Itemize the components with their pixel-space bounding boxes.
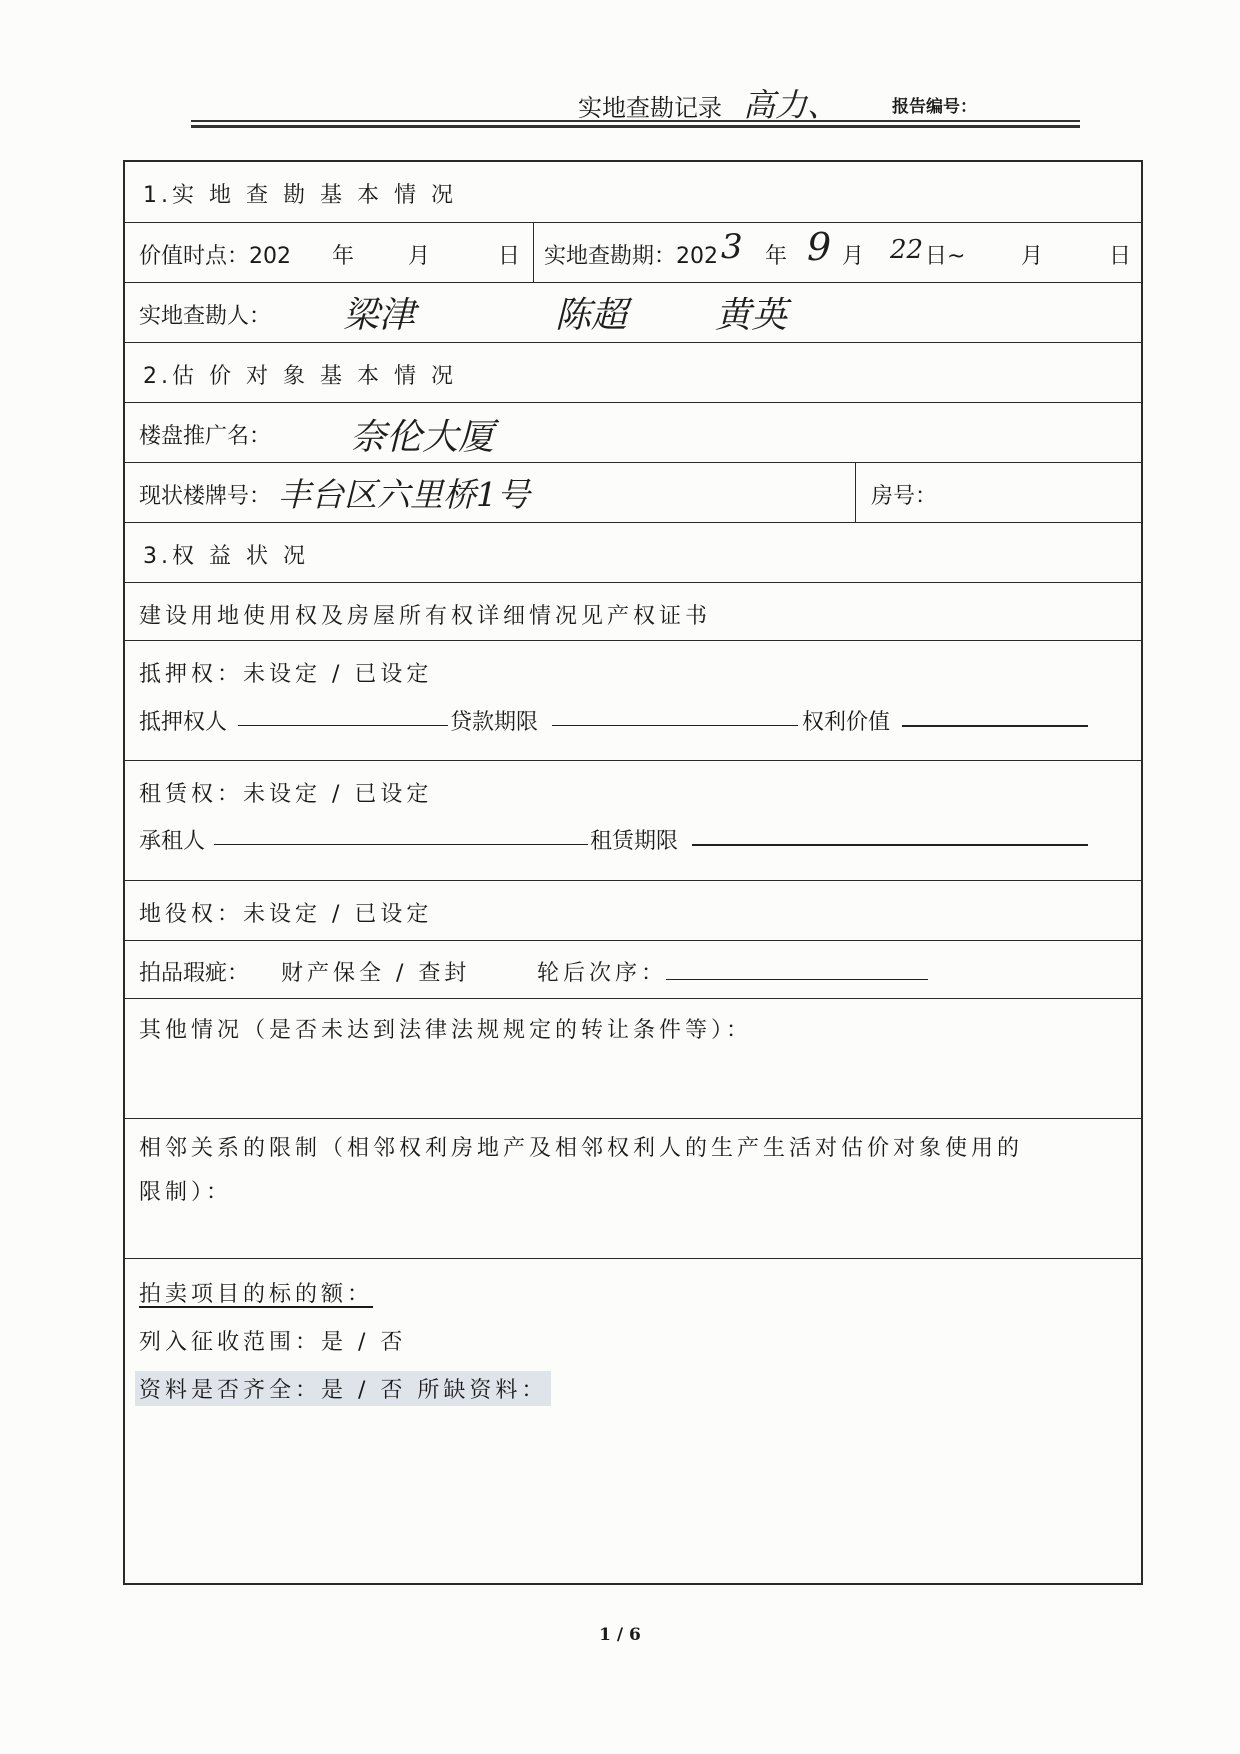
lessee-label: 承租人 — [139, 829, 206, 854]
dates-row — [125, 222, 1141, 282]
building-no-label: 现状楼牌号： — [139, 484, 272, 509]
section1-title-row — [125, 162, 1141, 222]
defects-label: 拍品瑕疵： — [139, 961, 250, 986]
expropriation-label: 列入征收范围：是 / 否 — [139, 1330, 407, 1355]
docs-complete-label: 资料是否齐全：是 / 否 所缺资料： — [135, 1371, 551, 1406]
section3-title: 3.权 益 状 况 — [143, 544, 309, 569]
document-title: 实地查勘记录 — [578, 94, 722, 122]
page-number: 1 / 6 — [599, 1625, 641, 1645]
room-divider — [855, 463, 856, 522]
neighbor-restriction-row — [125, 1118, 1141, 1258]
building-number-row — [125, 462, 1141, 522]
survey-date-label: 实地查勘期：202 — [544, 244, 718, 269]
cert-note: 建设用地使用权及房屋所有权详细情况见产权证书 — [139, 604, 712, 629]
dates-divider — [533, 223, 534, 282]
survey-month-handwritten: 9 — [807, 225, 832, 269]
defects-row — [125, 940, 1141, 998]
survey-day-handwritten: 22 — [890, 235, 924, 265]
inspector-1-signature: 梁津 — [343, 295, 416, 336]
right-value-blank — [902, 725, 1088, 727]
lease-term-label: 租赁期限 — [590, 829, 679, 854]
value-year-unit: 年 — [332, 244, 355, 269]
auction-row — [125, 1258, 1141, 1587]
value-date-label: 价值时点：202 — [139, 244, 291, 269]
auction-amount-label: 拍卖项目的标的额： — [139, 1282, 374, 1307]
section2-title-row — [125, 342, 1141, 402]
survey-day-tilde: 日~ — [925, 244, 966, 269]
inspector-2-signature: 陈超 — [555, 295, 628, 336]
lease-term-blank — [692, 844, 1088, 846]
promo-name-label: 楼盘推广名： — [139, 424, 272, 449]
room-no-label: 房号： — [871, 484, 938, 509]
section3-title-row — [125, 522, 1141, 582]
loan-term-label: 贷款期限 — [450, 710, 539, 735]
section1-title: 1.实 地 查 勘 基 本 情 况 — [143, 183, 457, 208]
rotation-blank — [666, 979, 928, 980]
mortgagee-label: 抵押权人 — [139, 710, 228, 735]
survey-end-day-unit: 日 — [1109, 244, 1132, 269]
mortgage-label: 抵押权：未设定 / 已设定 — [139, 662, 433, 687]
other-conditions-label: 其他情况（是否未达到法律法规规定的转让条件等）： — [139, 1018, 753, 1043]
survey-month-unit: 月 — [842, 244, 865, 269]
report-number-label: 报告编号： — [892, 97, 977, 117]
right-value-label: 权利价值 — [802, 710, 891, 735]
section2-title: 2.估 价 对 象 基 本 情 况 — [143, 364, 457, 389]
lessee-blank — [214, 844, 588, 845]
survey-year-unit: 年 — [765, 244, 788, 269]
lease-row — [125, 760, 1141, 880]
header-rule-thin — [191, 120, 1080, 122]
easement-row — [125, 880, 1141, 940]
page-header — [0, 80, 1240, 124]
inspectors-row — [125, 282, 1141, 342]
inspector-3-signature: 黄英 — [715, 295, 788, 336]
rotation-label: 轮后次序： — [537, 961, 668, 986]
neighbor-restriction-label: 相邻关系的限制（相邻权利房地产及相邻权利人的生产生活对估价对象使用的 — [139, 1136, 1024, 1161]
mortgage-row — [125, 640, 1141, 760]
loan-term-blank — [552, 725, 798, 726]
lease-label: 租赁权：未设定 / 已设定 — [139, 782, 433, 807]
building-no-handwritten: 丰台区六里桥1号 — [278, 475, 530, 514]
promo-name-handwritten: 奈伦大厦 — [350, 417, 495, 458]
survey-end-month-unit: 月 — [1021, 244, 1044, 269]
promo-name-row — [125, 402, 1141, 462]
header-rule-thick — [191, 125, 1080, 128]
other-conditions-row — [125, 998, 1141, 1118]
easement-label: 地役权：未设定 / 已设定 — [139, 902, 433, 927]
survey-year-handwritten: 3 — [721, 227, 743, 267]
handwritten-mark: 高力、 — [743, 86, 840, 124]
survey-form — [123, 160, 1143, 1585]
value-month-unit: 月 — [408, 244, 431, 269]
defects-options: 财产保全 / 查封 — [281, 961, 471, 986]
value-day-unit: 日 — [498, 244, 521, 269]
inspector-label: 实地查勘人： — [139, 304, 272, 329]
neighbor-restriction-label-cont: 限制）： — [139, 1180, 233, 1205]
cert-note-row — [125, 582, 1141, 640]
mortgagee-blank — [238, 725, 448, 726]
